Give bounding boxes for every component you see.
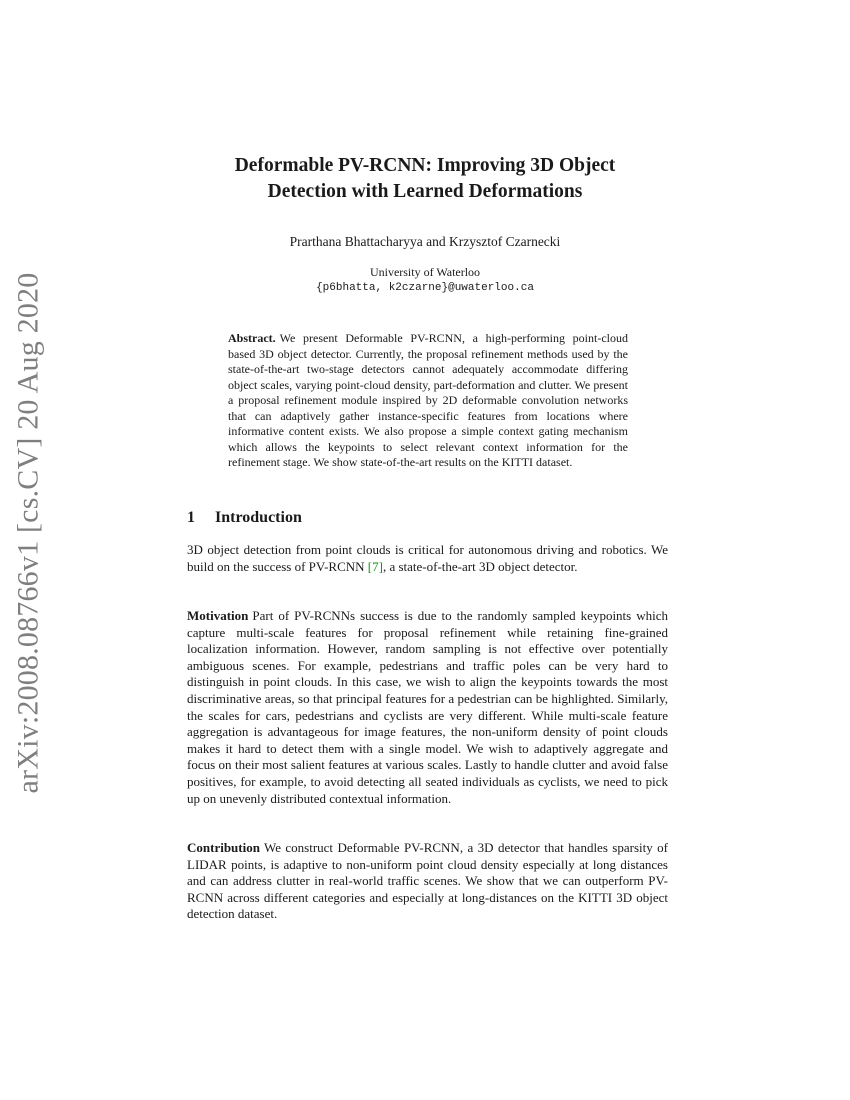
intro-text-before-citation: 3D object detection from point clouds is critical for autonomous driving and robotics. We build on the success of PV-RCNN — [187, 542, 668, 574]
motivation-text: Part of PV-RCNNs success is due to the randomly sampled keypoints which capture multi-scale features for proposal refinement while retaining fine-grained localization information. However, random sampling is not effective over potentially ambiguous scenes. For example, pedestrians and traffic poles can be very hard to distinguish in point clouds. In this case, we wish to align the keypoints towards the most discriminative areas, so that principal features for a pedestrian can be highlighted. Similarly, the scales for cars, pedestrians and cyclists are very different. While multi-scale feature aggregation is advantageous for image features, the non-uniform density of point clouds makes it hard to detect them with a single model. We wish to adaptively aggregate and focus on their most salient features at various scales. Lastly to handle clutter and avoid false positives, for example, to avoid detecting all seated individuals as cyclists, we need to pick up on unevenly distributed contextual information. — [187, 608, 668, 806]
paper-title-line-1: Deformable PV-RCNN: Improving 3D Object — [234, 155, 616, 176]
citation-link-7[interactable]: [7] — [367, 558, 383, 574]
intro-paragraph — [187, 542, 668, 575]
section-number: 1 — [187, 509, 195, 526]
contribution-label: Contribution — [187, 840, 260, 855]
institution-name: University of Waterloo — [369, 265, 481, 279]
affiliation-block — [150, 264, 700, 296]
paper-title-line-2: Detection with Learned Deformations — [267, 181, 583, 202]
motivation-label: Motivation — [187, 608, 249, 623]
intro-text-after-citation: , a state-of-the-art 3D object detector. — [382, 558, 578, 574]
abstract-block — [228, 331, 628, 471]
motivation-paragraph — [187, 608, 668, 807]
section-heading-introduction — [187, 509, 302, 527]
author-emails: {p6bhatta, k2czarne}@uwaterloo.ca — [316, 282, 534, 294]
section-title: Introduction — [215, 509, 302, 526]
abstract-label: Abstract. — [228, 331, 276, 345]
contribution-text: We construct Deformable PV-RCNN, a 3D detector that handles sparsity of LIDAR points, is adaptive to non-uniform point cloud density especially at long distances and can address clutter in real-world traffic scenes. We show that we can outperform PV-RCNN across different categories and especially at long-distances on the KITTI 3D object detection dataset. — [187, 840, 668, 922]
contribution-paragraph — [187, 840, 668, 923]
arxiv-identifier-stamp — [2, 272, 54, 794]
author-list: Prarthana Bhattacharyya and Krzysztof Czarnecki — [289, 234, 561, 249]
arxiv-identifier-text: arXiv:2008.08766v1 [cs.CV] 20 Aug 2020 — [11, 272, 44, 794]
paper-title — [150, 153, 700, 205]
abstract-text: We present Deformable PV-RCNN, a high-performing point-cloud based 3D object detector. Currently, the proposal refinement methods used by the state-of-the-art two-stage detectors cannot adequately accommodate differing object scales, varying point-cloud density, part-deformation and clutter. We present a proposal refinement module inspired by 2D deformable convolution networks that can adaptively gather instance-specific features from locations where informative content exists. We also propose a simple context gating mechanism which allows the keypoints to select relevant context information for the refinement stage. We show state-of-the-art results on the KITTI dataset. — [228, 331, 628, 469]
